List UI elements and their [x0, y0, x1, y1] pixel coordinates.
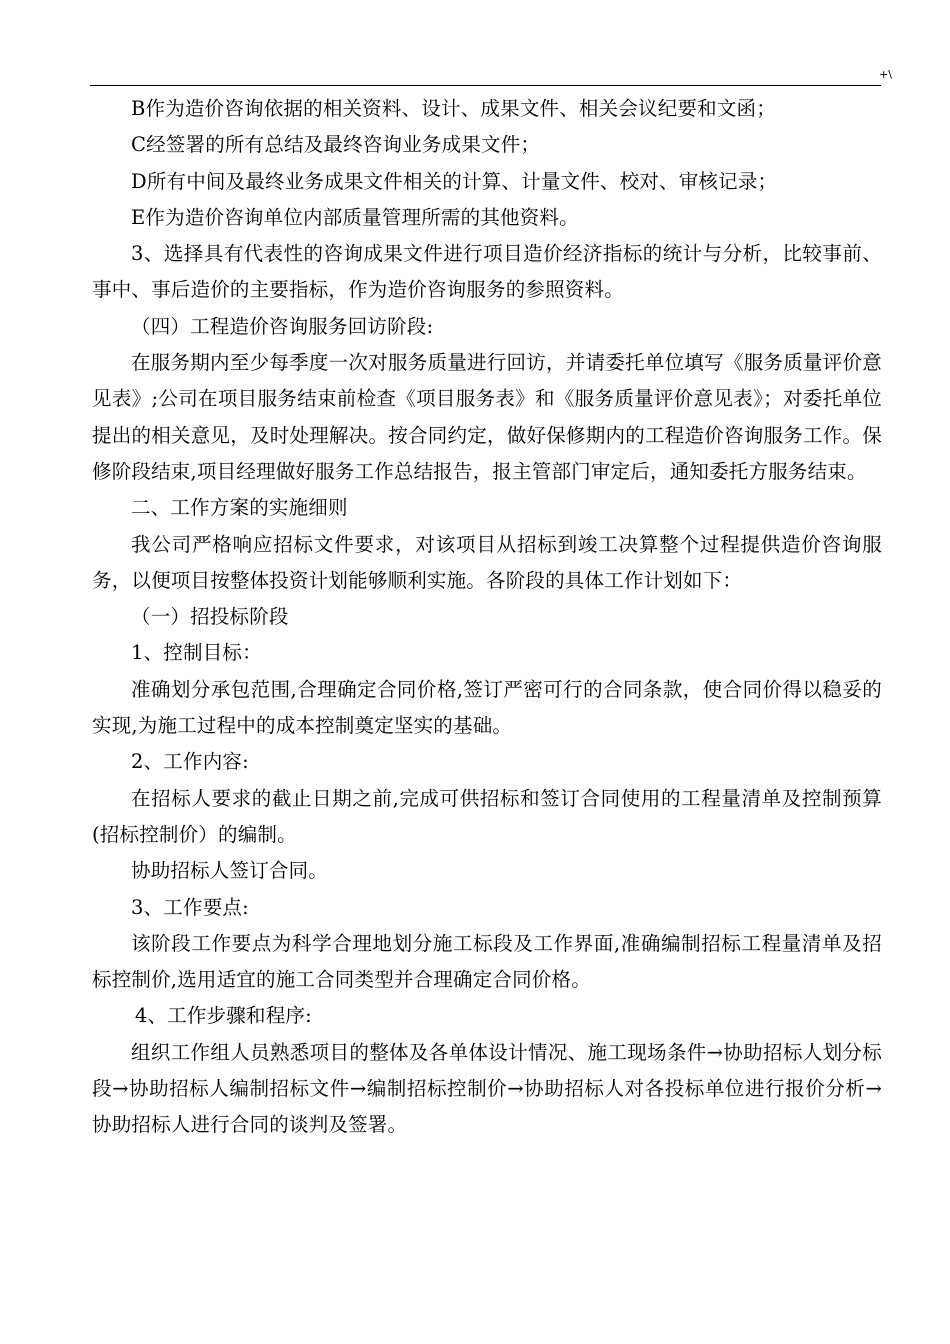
subheading-work-points: 3、工作要点:	[131, 895, 249, 919]
header-rule	[90, 85, 881, 86]
section-heading-implementation: 二、工作方案的实施细则	[131, 496, 348, 520]
subheading-control-target: 1、控制目标：	[131, 641, 262, 665]
paragraph-item-e: E作为造价咨询单位内部质量管理所需的其他资料。	[131, 205, 579, 229]
subheading-work-steps: 4、工作步骤和程序:	[134, 1004, 312, 1028]
paragraph-implementation-intro: 我公司严格响应招标文件要求，对该项目从招标到竣工决算整个过程提供造价咨询服务，以便项目按整体投资计划能够顺利实施。各阶段的具体工作计划如下：	[92, 532, 882, 592]
subheading-work-content: 2、工作内容:	[131, 750, 249, 774]
paragraph-work-steps: 组织工作组人员熟悉项目的整体及各单体设计情况、施工现场条件→协助招标人划分标段→协助招标人编制招标文件→编制招标控制价→协助招标人对各投标单位进行报价分析→协助招标人进行合同的谈判及签署。	[92, 1040, 882, 1137]
paragraph-item-b: B作为造价咨询依据的相关资料、设计、成果文件、相关会议纪要和文函；	[131, 97, 776, 120]
paragraph-assist-contract: 协助招标人签订合同。	[131, 859, 329, 883]
paragraph-work-content: 在招标人要求的截止日期之前,完成可供招标和签订合同使用的工程量清单及控制预算(招标控制价）的编制。	[92, 786, 882, 846]
paragraph-work-points: 该阶段工作要点为科学合理地划分施工标段及工作界面,准确编制招标工程量清单及招标控制价,选用适宜的施工合同类型并合理确定合同价格。	[92, 931, 882, 992]
paragraph-item-c: C经签署的所有总结及最终咨询业务成果文件；	[131, 133, 541, 157]
header-mark: +\	[879, 68, 892, 81]
paragraph-followup: 在服务期内至少每季度一次对服务质量进行回访，并请委托单位填写《服务质量评价意见表》;公司在项目服务结束前检查《项目服务表》和《服务质量评价意见表》；对委托单位提出的相关意见，及时处理解决。按合同约定，做好保修期内的工程造价咨询服务工作。保修阶段结束,项目经理做好服务工作总结报告，报主管部门审定后，通知委托方服务结束。	[92, 351, 882, 483]
paragraph-step-3-analysis: 3、选择具有代表性的咨询成果文件进行项目造价经济指标的统计与分析，比较事前、事中、事后造价的主要指标，作为造价咨询服务的参照资料。	[92, 242, 882, 302]
section-heading-bidding: （一）招投标阶段	[131, 605, 289, 629]
document-body	[92, 91, 882, 1144]
paragraph-item-d: D所有中间及最终业务成果文件相关的计算、计量文件、校对、审核记录；	[131, 169, 778, 193]
paragraph-control-target: 准确划分承包范围,合理确定合同价格,签订严密可行的合同条款，使合同价得以稳妥的实现,为施工过程中的成本控制奠定坚实的基础。	[92, 677, 882, 738]
section-heading-followup: （四）工程造价咨询服务回访阶段:	[131, 314, 434, 338]
